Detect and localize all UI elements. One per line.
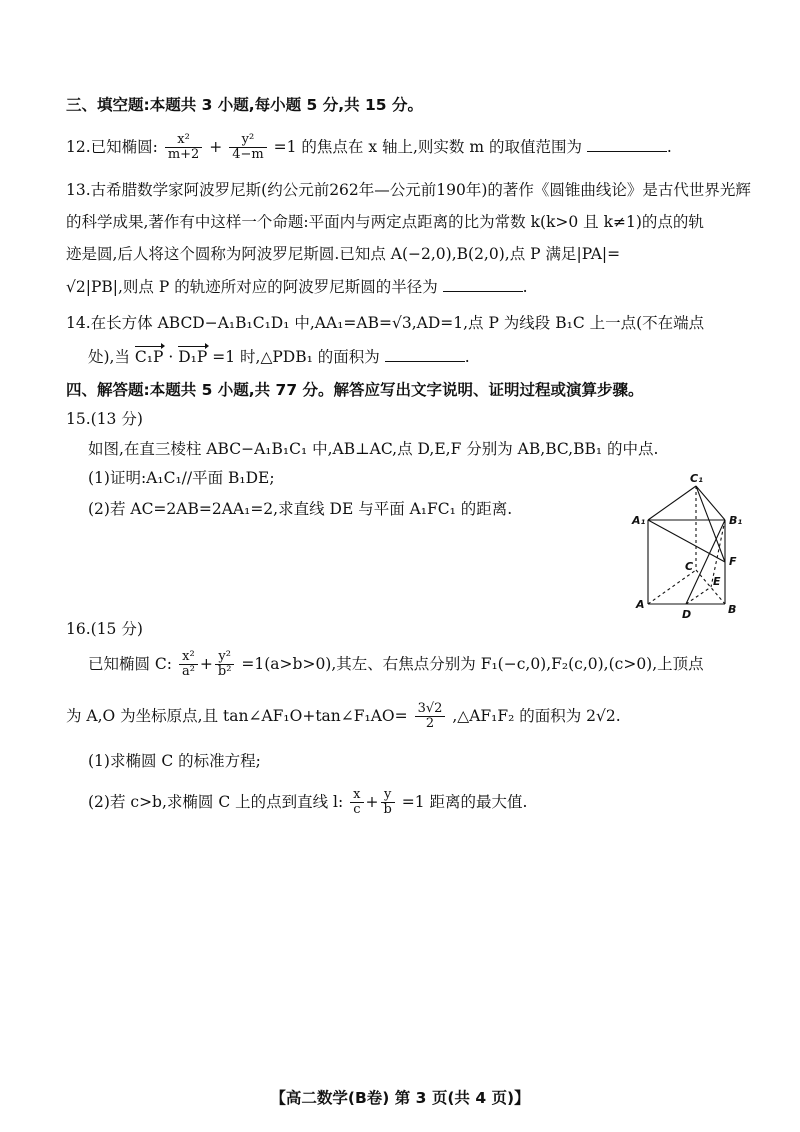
q12-prefix: 12.已知椭圆: [66,137,158,156]
q15-stem: 如图,在直三棱柱 ABC−A₁B₁C₁ 中,AB⊥AC,点 D,E,F 分别为 AB,BC,BB₁ 的中点. [88,440,659,458]
q13-line-4: √2|PB|,则点 P 的轨迹所对应的阿波罗尼斯圆的半径为 . [66,278,528,296]
vector-c1p: C₁P [134,348,164,366]
q13-line-2: 的科学成果,著作有中这样一个命题:平面内与两定点距离的比为常数 k(k>0 且 k≠1)的点的轨 [66,213,704,231]
q16-title: 16.(15 分) [66,620,143,638]
label-a: A [636,598,645,611]
q13-answer-blank[interactable] [443,277,523,292]
label-b1: B₁ [729,514,743,527]
q13-line-3: 迹是圆,后人将这个圆称为阿波罗尼斯圆.已知点 A(−2,0),B(2,0),点 P 满足|PA|= [66,245,621,263]
q16-line-1: 已知椭圆 C: $\frac{\text{x²}}{\text{a²}}$ + $\frac{\text{y²}}{\text{b²}}$ =1(a>b>0),其左、右焦点分别为 F₁(−c,0),F₂(c,0),(c>0),上顶点 [88,649,704,680]
page-footer: 【高二数学(B卷) 第 3 页(共 4 页)】 [270,1089,530,1107]
q15-title: 15.(13 分) [66,410,143,428]
label-b: B [728,603,737,616]
q16-part-2: (2)若 c>b,求椭圆 C 上的点到直线 l: $\frac{x}{c}$ + $\frac{y}{b}$ =1 距离的最大值. [88,787,528,818]
q14-line-2: 处),当 C₁P · D₁P =1 时,△PDB₁ 的面积为 . [88,348,470,366]
q12-answer-blank[interactable] [587,137,667,152]
label-f: F [729,555,737,568]
q15-part-1: (1)证明:A₁C₁//平面 B₁DE; [88,469,275,487]
label-c1: C₁ [690,472,703,485]
q12-fraction-y: $\frac{\text{y²}}{4-m}$ [229,133,267,163]
solve-section-header: 四、解答题:本题共 5 小题,共 77 分。解答应写出文字说明、证明过程或演算步骤。 [66,381,644,399]
label-d: D [682,608,692,620]
fill-section-header: 三、填空题:本题共 3 小题,每小题 5 分,共 15 分。 [66,96,423,114]
vector-d1p: D₁P [178,348,208,366]
q14-answer-blank[interactable] [385,347,465,362]
label-e: E [713,575,721,588]
label-a1: A₁ [632,514,646,527]
q15-part-2: (2)若 AC=2AB=2AA₁=2,求直线 DE 与平面 A₁FC₁ 的距离. [88,500,513,518]
q14-line-1: 14.在长方体 ABCD−A₁B₁C₁D₁ 中,AA₁=AB=√3,AD=1,点 P 为线段 B₁C 上一点(不在端点 [66,314,705,332]
label-c: C [685,560,694,573]
q16-part-1: (1)求椭圆 C 的标准方程; [88,752,261,770]
question-12: 12.已知椭圆: $\frac{\text{x²}}{m+2}$ + $\frac{\text{y²}}{4-m}$ =1 的焦点在 x 轴上,则实数 m 的取值范围为 . [66,132,672,163]
q12-suffix: =1 的焦点在 x 轴上,则实数 m 的取值范围为 [273,137,582,156]
q16-line-2: 为 A,O 为坐标原点,且 tan∠AF₁O+tan∠F₁AO= $\frac{3√2}{2}$ ,△AF₁F₂ 的面积为 2√2. [66,701,621,732]
q12-fraction-x: $\frac{\text{x²}}{m+2}$ [165,133,203,163]
prism-figure [630,470,750,620]
q13-line-1: 13.古希腊数学家阿波罗尼斯(约公元前262年—公元前190年)的著作《圆锥曲线论》是古代世界光辉 [66,181,751,199]
